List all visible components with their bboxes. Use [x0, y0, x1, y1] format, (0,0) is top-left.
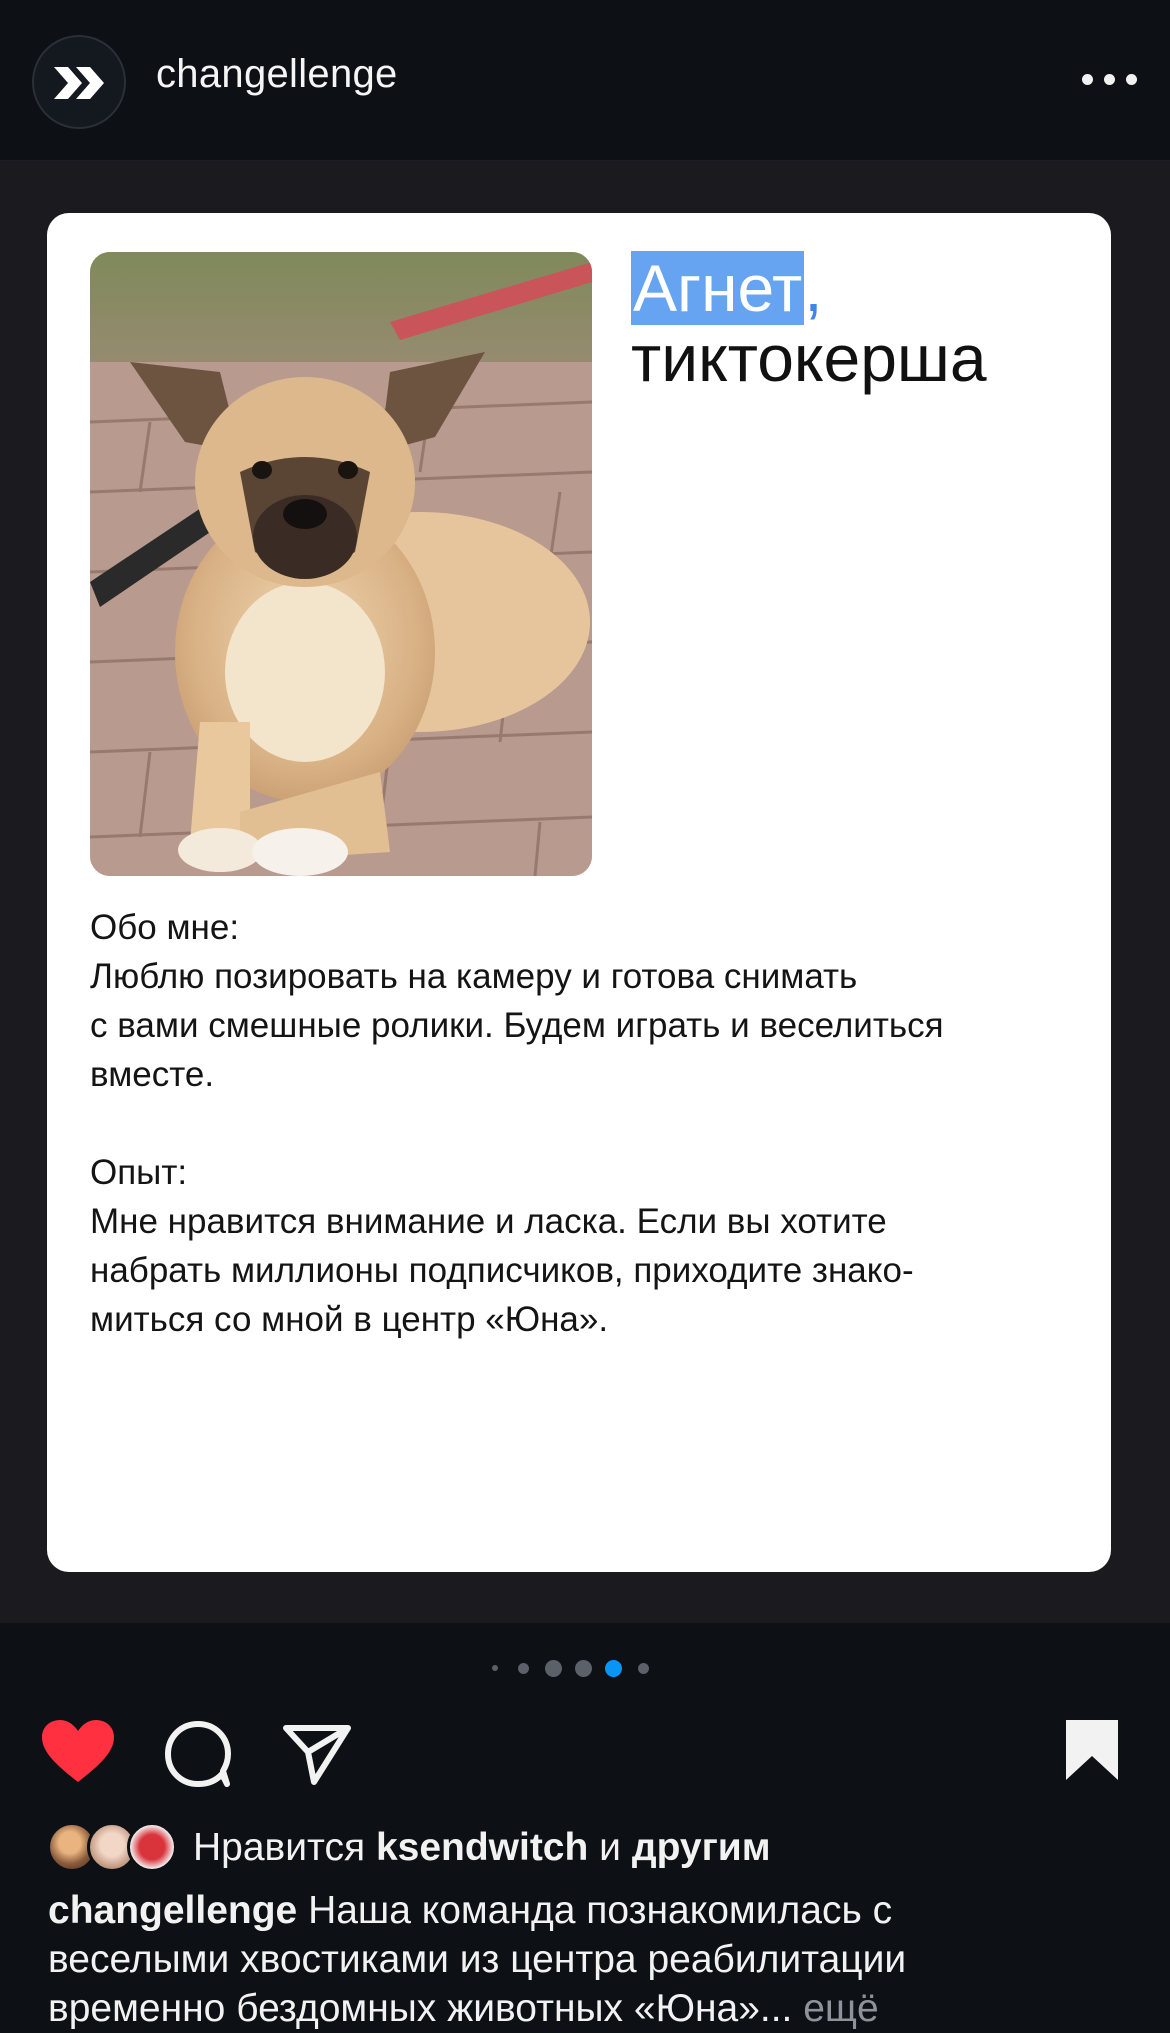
experience-line: Мне нравится внимание и ласка. Если вы хотите	[90, 1202, 887, 1241]
profile-avatar[interactable]	[32, 35, 126, 129]
carousel-indicator	[0, 1656, 1170, 1680]
caption-text: Наша команда познакомилась с	[308, 1889, 893, 1932]
about-line: Люблю позировать на камеру и готова снимать	[90, 957, 858, 996]
comment-icon[interactable]	[164, 1720, 232, 1788]
about-title: Обо мне:	[90, 908, 240, 947]
more-horizontal-icon[interactable]	[1080, 68, 1140, 92]
about-line: вместе.	[90, 1055, 215, 1094]
post-media[interactable]	[0, 161, 1170, 1623]
dog-photo	[90, 252, 592, 876]
carousel-dot-active	[605, 1660, 622, 1677]
post-username[interactable]: changellenge	[156, 52, 398, 96]
caption-text: временно бездомных животных «Юна»...	[48, 1987, 793, 2030]
caption-username[interactable]: changellenge	[48, 1889, 298, 1932]
liker-username[interactable]: ksendwitch	[375, 1826, 589, 1869]
dog-name: Агнет,	[633, 251, 823, 325]
caption-text: веселыми хвостиками из центра реабилитации	[48, 1938, 907, 1981]
likes-others-link[interactable]: другим	[631, 1826, 771, 1869]
experience-line: набрать миллионы подписчиков, приходите знако-	[90, 1251, 914, 1290]
likes-row[interactable]	[47, 1820, 1147, 1880]
action-bar	[0, 1712, 1170, 1792]
caption-more-link[interactable]: ещё	[803, 1987, 879, 2030]
carousel-dot	[638, 1663, 649, 1674]
carousel-dot	[518, 1663, 529, 1674]
experience-line: миться со мной в центр «Юна».	[90, 1300, 609, 1339]
experience-title: Опыт:	[90, 1153, 188, 1192]
post-header	[0, 0, 1170, 161]
about-line: с вами смешные ролики. Будем играть и веселиться	[90, 1006, 944, 1045]
carousel-dot	[575, 1660, 592, 1677]
bookmark-filled-icon[interactable]	[1064, 1718, 1120, 1782]
dog-role: тиктокерша	[631, 321, 987, 395]
double-chevron-logo-icon	[51, 63, 109, 103]
heart-filled-icon[interactable]	[42, 1720, 114, 1784]
carousel-dot	[492, 1665, 498, 1671]
bio-text	[90, 903, 1080, 1344]
liker-avatar	[127, 1822, 177, 1872]
send-icon[interactable]	[282, 1722, 352, 1786]
carousel-dot	[545, 1660, 562, 1677]
post-caption	[48, 1886, 1138, 2033]
likes-text: Нравится ksendwitch и другим	[193, 1826, 771, 1869]
profile-card	[47, 213, 1111, 1572]
